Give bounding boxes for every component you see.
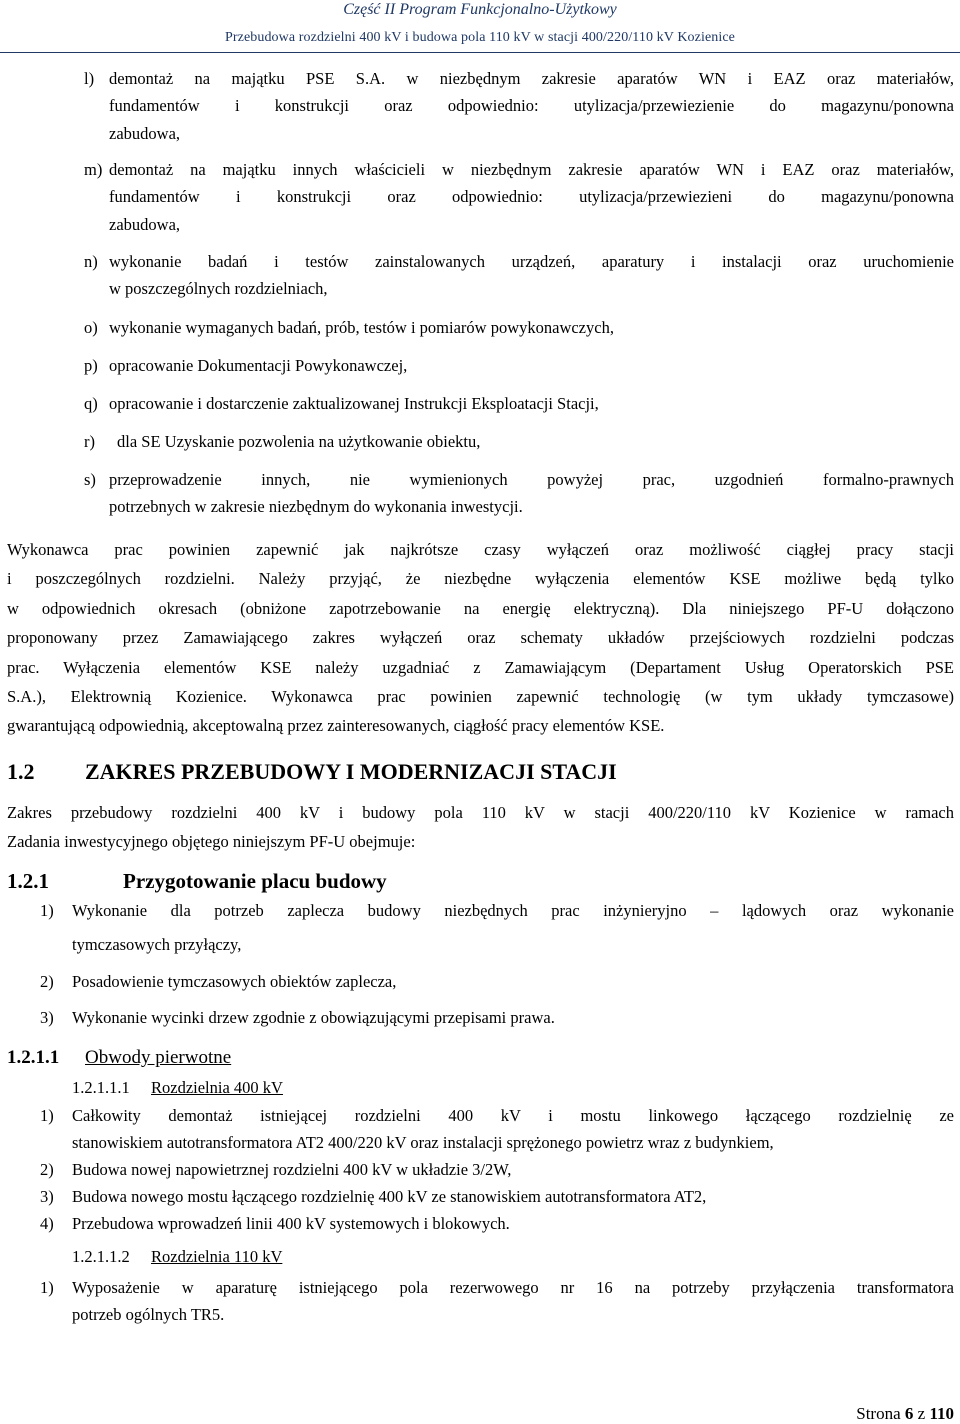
list-marker: n) bbox=[84, 252, 98, 271]
list-item-text: fundamentów i konstrukcji oraz odpowiednio: utylizacja/przewiezienie do magazynu/ponowna bbox=[109, 96, 954, 116]
paragraph-line: proponowany przez Zamawiającego zakres wyłączeń oraz schematy układów przejściowych rozdzielni podczas bbox=[7, 628, 954, 648]
paragraph-wylaczenia bbox=[7, 535, 954, 741]
section-heading-1-2 bbox=[7, 757, 617, 787]
list-item-text: dla SE Uzyskanie pozwolenia na użytkowanie obiektu, bbox=[117, 432, 481, 451]
list-item-text: Wykonanie wycinki drzew zgodnie z obowiązującymi przepisami prawa. bbox=[72, 1008, 555, 1027]
footer-total-pages: 110 bbox=[929, 1404, 954, 1423]
header-rule bbox=[0, 52, 960, 53]
list-item-text: w poszczególnych rozdzielniach, bbox=[109, 279, 328, 299]
list-marker: l) bbox=[84, 69, 95, 88]
list-item-text: Budowa nowej napowietrznej rozdzielni 400 kV w układzie 3/2W, bbox=[72, 1160, 512, 1179]
list-marker: 2) bbox=[40, 1160, 54, 1179]
footer-label: Strona bbox=[856, 1404, 901, 1423]
section-heading-400kv bbox=[72, 1077, 283, 1099]
list-item-text: zabudowa, bbox=[109, 123, 181, 143]
section-number: 1.2.1.1.1 bbox=[72, 1078, 130, 1097]
list-marker: m) bbox=[84, 160, 103, 179]
list-marker: p) bbox=[84, 356, 98, 375]
list-marker: r) bbox=[84, 432, 95, 451]
list-marker: s) bbox=[84, 470, 96, 489]
paragraph-line: i poszczególnych rozdzielni. Należy przyjąć, że niezbędne wyłączenia elementów KSE możliwe będą tylko bbox=[7, 569, 954, 589]
list-marker: o) bbox=[84, 318, 98, 337]
section-title: ZAKRES PRZEBUDOWY I MODERNIZACJI STACJI bbox=[85, 759, 617, 784]
section-heading-110kv bbox=[72, 1246, 282, 1268]
list-marker: 3) bbox=[40, 1187, 54, 1206]
section-title: Obwody pierwotne bbox=[85, 1047, 232, 1068]
list-marker: 1) bbox=[40, 1106, 54, 1125]
paragraph-zakres bbox=[7, 798, 954, 857]
list-item-text: Posadowienie tymczasowych obiektów zaplecza, bbox=[72, 972, 397, 991]
list-marker: 1) bbox=[40, 1278, 54, 1297]
list-item-text: Wykonanie dla potrzeb zaplecza budowy niezbędnych prac inżynieryjno – lądowych oraz wykonanie bbox=[72, 901, 954, 920]
footer-page-number: 6 bbox=[904, 1404, 914, 1423]
list-item-text: wykonanie badań i testów zainstalowanych urządzeń, aparatury i instalacji oraz uruchomienie bbox=[109, 252, 954, 271]
list-item-text: wykonanie wymaganych badań, prób, testów i pomiarów powykonawczych, bbox=[109, 318, 614, 337]
section-title: Przygotowanie placu budowy bbox=[123, 869, 387, 893]
paragraph-line: gwarantującą odpowiednią, akceptowalną przez zainteresowanych, ciągłość pracy elementów KSE. bbox=[7, 716, 665, 736]
section-title: Rozdzielnia 400 kV bbox=[151, 1078, 283, 1097]
list-item-text: fundamentów i konstrukcji oraz odpowiednio: utylizacja/przewiezieni do magazynu/ponowna bbox=[109, 187, 954, 207]
list-item-text: opracowanie i dostarczenie zaktualizowanej Instrukcji Eksploatacji Stacji, bbox=[109, 394, 599, 413]
section-number: 1.2.1.1.2 bbox=[72, 1247, 130, 1266]
paragraph-line: S.A.), Elektrownią Kozienice. Wykonawca prac powinien zapewnić technologię (w tym układy tymczasowe) bbox=[7, 687, 954, 707]
paragraph-line: Zadania inwestycyjnego objętego niniejszym PF-U obejmuje: bbox=[7, 832, 416, 852]
list-marker: q) bbox=[84, 394, 98, 413]
paragraph-line: Wykonawca prac powinien zapewnić jak najkrótsze czasy wyłączeń oraz możliwość ciągłej pracy stacji bbox=[7, 540, 954, 559]
section-heading-1-2-1-1 bbox=[7, 1045, 231, 1071]
list-item-text: Wyposażenie w aparaturę istniejącego pola rezerwowego nr 16 na potrzeby przyłączenia transformatora bbox=[72, 1278, 954, 1297]
list-item-text: opracowanie Dokumentacji Powykonawczej, bbox=[109, 356, 408, 375]
list-item-text: demontaż na majątku PSE S.A. w niezbędnym zakresie aparatów WN i EAZ oraz materiałów, bbox=[109, 69, 954, 88]
section-number: 1.2 bbox=[7, 759, 35, 784]
list-item-text: Przebudowa wprowadzeń linii 400 kV systemowych i blokowych. bbox=[72, 1214, 510, 1233]
list-item-text: tymczasowych przyłączy, bbox=[72, 935, 242, 954]
list-item-text: demontaż na majątku innych właścicieli w niezbędnym zakresie aparatów WN i EAZ oraz materiałów, bbox=[109, 160, 954, 179]
page-header-title: Część II Program Funkcjonalno-Użytkowy bbox=[343, 1, 617, 18]
section-number: 1.2.1.1 bbox=[7, 1047, 60, 1068]
section-title: Rozdzielnia 110 kV bbox=[151, 1247, 283, 1266]
page-footer bbox=[856, 1404, 954, 1424]
list-marker: 4) bbox=[40, 1214, 54, 1233]
footer-separator: z bbox=[917, 1404, 926, 1423]
list-item-text: Budowa nowego mostu łączącego rozdzielnię 400 kV ze stanowiskiem autotransformatora AT2, bbox=[72, 1187, 707, 1206]
list-item-text: potrzebnych w zakresie niezbędnym do wykonania inwestycji. bbox=[109, 497, 523, 517]
paragraph-line: w odpowiednich okresach (obniżone zapotrzebowanie na energię elektryczną). Dla niniejszego PF-U dołączono bbox=[7, 598, 954, 618]
list-marker: 3) bbox=[40, 1008, 54, 1027]
section-number: 1.2.1 bbox=[7, 869, 49, 893]
list-item-text: Całkowity demontaż istniejącej rozdzielni 400 kV i mostu linkowego łączącego rozdzielnię ze bbox=[72, 1106, 954, 1125]
list-item-text: przeprowadzenie innych, nie wymienionych powyżej prac, uzgodnień formalno-prawnych bbox=[109, 470, 954, 489]
list-item-text: stanowiskiem autotransformatora AT2 400/220 kV oraz instalacji sprężonego powietrz wraz z budynkiem, bbox=[72, 1133, 774, 1152]
page-header-subtitle: Przebudowa rozdzielni 400 kV i budowa pola 110 kV w stacji 400/220/110 kV Kozienice bbox=[224, 30, 735, 45]
section-heading-1-2-1 bbox=[7, 866, 387, 896]
list-marker: 1) bbox=[40, 901, 54, 920]
list-marker: 2) bbox=[40, 972, 54, 991]
paragraph-line: Zakres przebudowy rozdzielni 400 kV i budowy pola 110 kV w stacji 400/220/110 kV Kozienice w ramach bbox=[7, 803, 954, 822]
list-item-text: zabudowa, bbox=[109, 214, 181, 234]
paragraph-line: prac. Wyłączenia elementów KSE należy uzgadniać z Zamawiającym (Departament Usług Operatorskich PSE bbox=[7, 657, 954, 677]
list-item-text: potrzeb ogólnych TR5. bbox=[72, 1305, 225, 1324]
